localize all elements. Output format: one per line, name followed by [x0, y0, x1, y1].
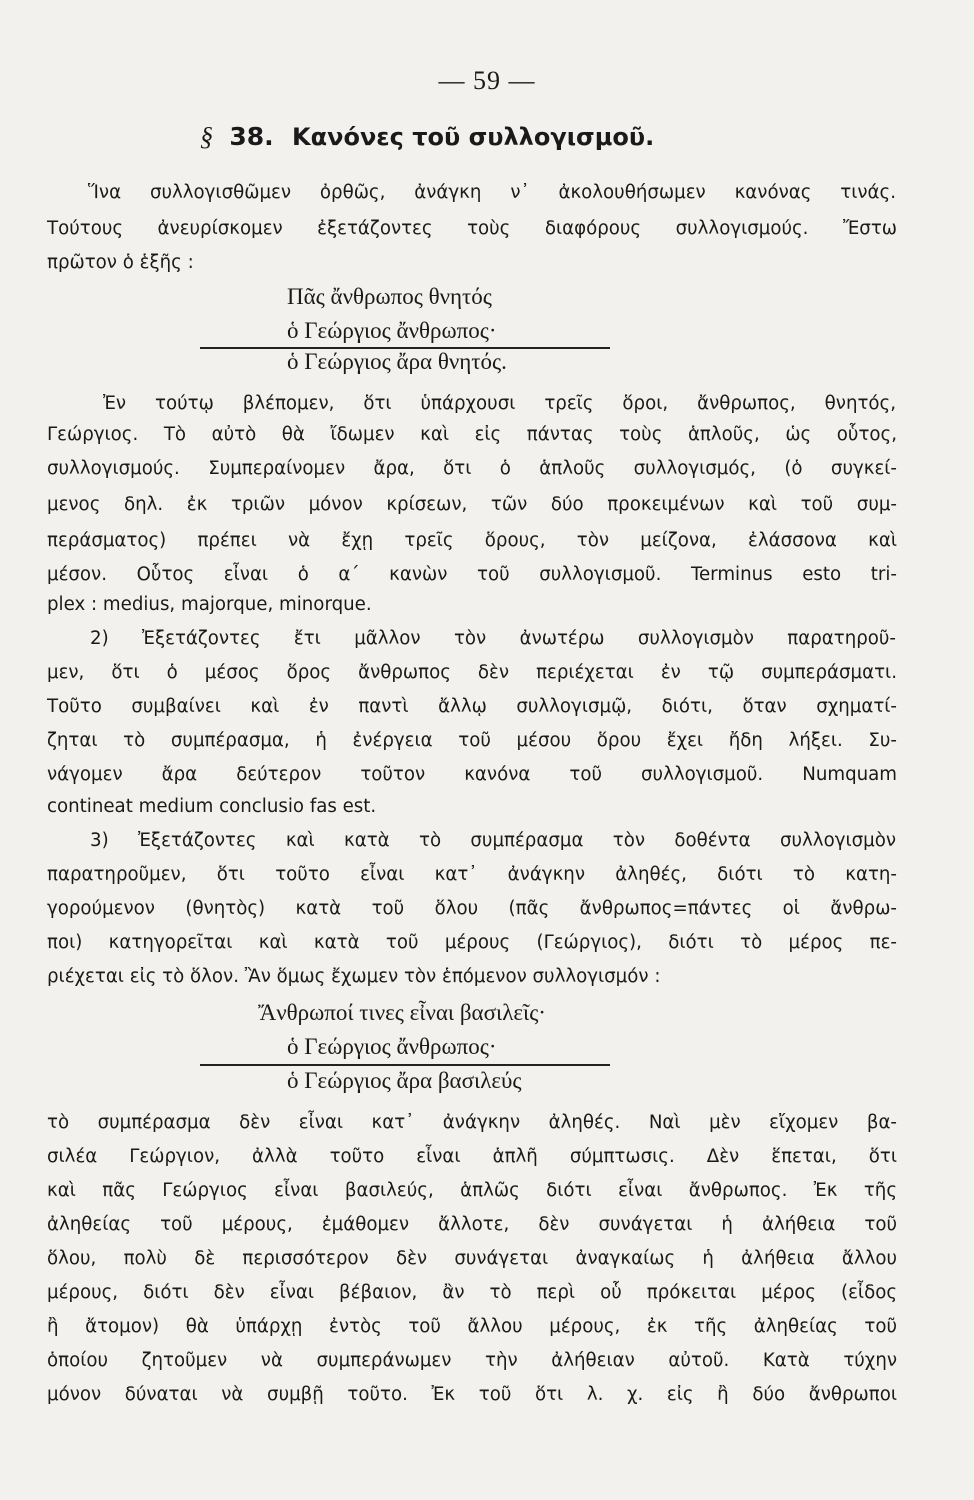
text-line: ποι) κατηγορεῖται καὶ κατὰ τοῦ μέρους (Γεώργιος), διότι τὸ μέρος πε-: [47, 932, 897, 953]
text-line: ὁποίου ζητοῦμεν νὰ συμπεράνωμεν τὴν ἀλήθειαν αὐτοῦ. Κατὰ τύχην: [47, 1350, 897, 1371]
text-line: μεν, ὅτι ὁ μέσος ὅρος ἄνθρωπος δὲν περιέχεται ἐν τῷ συμπεράσματι.: [47, 662, 897, 683]
text-line: μενος δηλ. ἐκ τριῶν μόνον κρίσεων, τῶν δύο προκειμένων καὶ τοῦ συμ-: [47, 494, 897, 515]
text-line: Τούτους ἀνευρίσκομεν ἐξετάζοντες τοὺς διαφόρους συλλογισμούς. Ἔστω: [47, 218, 897, 239]
text-line: 3) Ἐξετάζοντες καὶ κατὰ τὸ συμπέρασμα τὸν δοθέντα συλλογισμὸν: [90, 830, 896, 851]
text-line: ὅλου, πολὺ δὲ περισσότερον δὲν συνάγεται ἀναγκαίως ἡ ἀλήθεια ἄλλου: [47, 1248, 897, 1269]
text-line: πρῶτον ὁ ἑξῆς :: [47, 252, 194, 273]
syllogism-major-premise: Ἄνθρωποί τινες εἶναι βασιλεῖς·: [258, 1000, 546, 1025]
syllogism-minor-premise: ὁ Γεώργιος ἄνθρωπος·: [287, 318, 497, 343]
text-line: παρατηροῦμεν, ὅτι τοῦτο εἶναι κατ᾽ ἀνάγκην ἀληθές, διότι τὸ κατη-: [47, 864, 897, 885]
text-line: περάσματος) πρέπει νὰ ἔχῃ τρεῖς ὅρους, τὸν μείζονα, ἐλάσσονα καὶ: [47, 530, 897, 551]
syllogism-conclusion: ὁ Γεώργιος ἄρα βασιλεύς: [287, 1068, 522, 1093]
text-line: γορούμενον (θνητὸς) κατὰ τοῦ ὅλου (πᾶς ἄνθρωπος=πάντες οἱ ἄνθρω-: [47, 898, 897, 919]
text-line: μέρους, διότι δὲν εἶναι βέβαιον, ἂν τὸ περὶ οὗ πρόκειται μέρος (εἶδος: [47, 1282, 897, 1303]
text-line: plex : medius, majorque, minorque.: [47, 594, 372, 615]
text-line: νάγομεν ἄρα δεύτερον τοῦτον κανόνα τοῦ συλλογισμοῦ. Numquam: [47, 764, 897, 785]
text-line: ριέχεται εἰς τὸ ὅλον. Ἂν ὅμως ἔχωμεν τὸν ἑπόμενον συλλογισμόν :: [47, 966, 661, 987]
section-symbol: §: [200, 122, 213, 151]
section-heading: [200, 122, 820, 152]
syllogism-minor-premise: ὁ Γεώργιος ἄνθρωπος·: [287, 1034, 497, 1059]
text-line: μόνον δύναται νὰ συμβῇ τοῦτο. Ἐκ τοῦ ὅτι λ. χ. εἰς ἢ δύο ἄνθρωποι: [47, 1384, 897, 1405]
text-line: ζηται τὸ συμπέρασμα, ἡ ἐνέργεια τοῦ μέσου ὅρου ἔχει ἤδη λήξει. Συ-: [47, 730, 897, 751]
text-line: Ἵνα συλλογισθῶμεν ὀρθῶς, ἀνάγκη ν᾽ ἀκολουθήσωμεν κανόνας τινάς.: [88, 182, 896, 203]
text-line: ἢ ἄτομον) θὰ ὑπάρχῃ ἐντὸς τοῦ ἄλλου μέρους, ἐκ τῆς ἀληθείας τοῦ: [47, 1316, 897, 1337]
text-line: contineat medium conclusio fas est.: [47, 796, 377, 817]
text-line: μέσον. Οὗτος εἶναι ὁ α΄ κανὼν τοῦ συλλογισμοῦ. Terminus esto tri-: [47, 564, 897, 585]
text-line: Γεώργιος. Τὸ αὐτὸ θὰ ἴδωμεν καὶ εἰς πάντας τοὺς ἁπλοῦς, ὡς οὗτος,: [47, 424, 897, 445]
syllogism-conclusion: ὁ Γεώργιος ἄρα θνητός.: [287, 349, 507, 374]
text-line: Ἐν τούτῳ βλέπομεν, ὅτι ὑπάρχουσι τρεῖς ὅροι, ἄνθρωπος, θνητός,: [103, 393, 896, 414]
text-line: Τοῦτο συμβαίνει καὶ ἐν παντὶ ἄλλῳ συλλογισμῷ, διότι, ὅταν σχηματί-: [47, 696, 897, 717]
syllogism-major-premise: Πᾶς ἄνθρωπος θνητός: [287, 284, 492, 309]
text-line: συλλογισμούς. Συμπεραίνομεν ἄρα, ὅτι ὁ ἁπλοῦς συλλογισμός, (ὁ συγκεί-: [47, 458, 897, 479]
text-line: ἀληθείας τοῦ μέρους, ἐμάθομεν ἄλλοτε, δὲν συνάγεται ἡ ἀλήθεια τοῦ: [47, 1214, 897, 1235]
section-title: Κανόνες τοῦ συλλογισμοῦ.: [292, 123, 655, 151]
text-line: τὸ συμπέρασμα δὲν εἶναι κατ᾽ ἀνάγκην ἀληθές. Ναὶ μὲν εἴχομεν βα-: [47, 1112, 897, 1133]
section-number: 38.: [229, 122, 274, 151]
text-line: 2) Ἐξετάζοντες ἔτι μᾶλλον τὸν ἀνωτέρω συλλογισμὸν παρατηροῦ-: [90, 628, 896, 649]
text-line: σιλέα Γεώργιον, ἀλλὰ τοῦτο εἶναι ἁπλῆ σύμπτωσις. Δὲν ἕπεται, ὅτι: [47, 1146, 897, 1167]
text-line: καὶ πᾶς Γεώργιος εἶναι βασιλεύς, ἁπλῶς διότι εἶναι ἄνθρωπος. Ἐκ τῆς: [47, 1180, 897, 1201]
page-number: — 59 —: [438, 66, 536, 95]
